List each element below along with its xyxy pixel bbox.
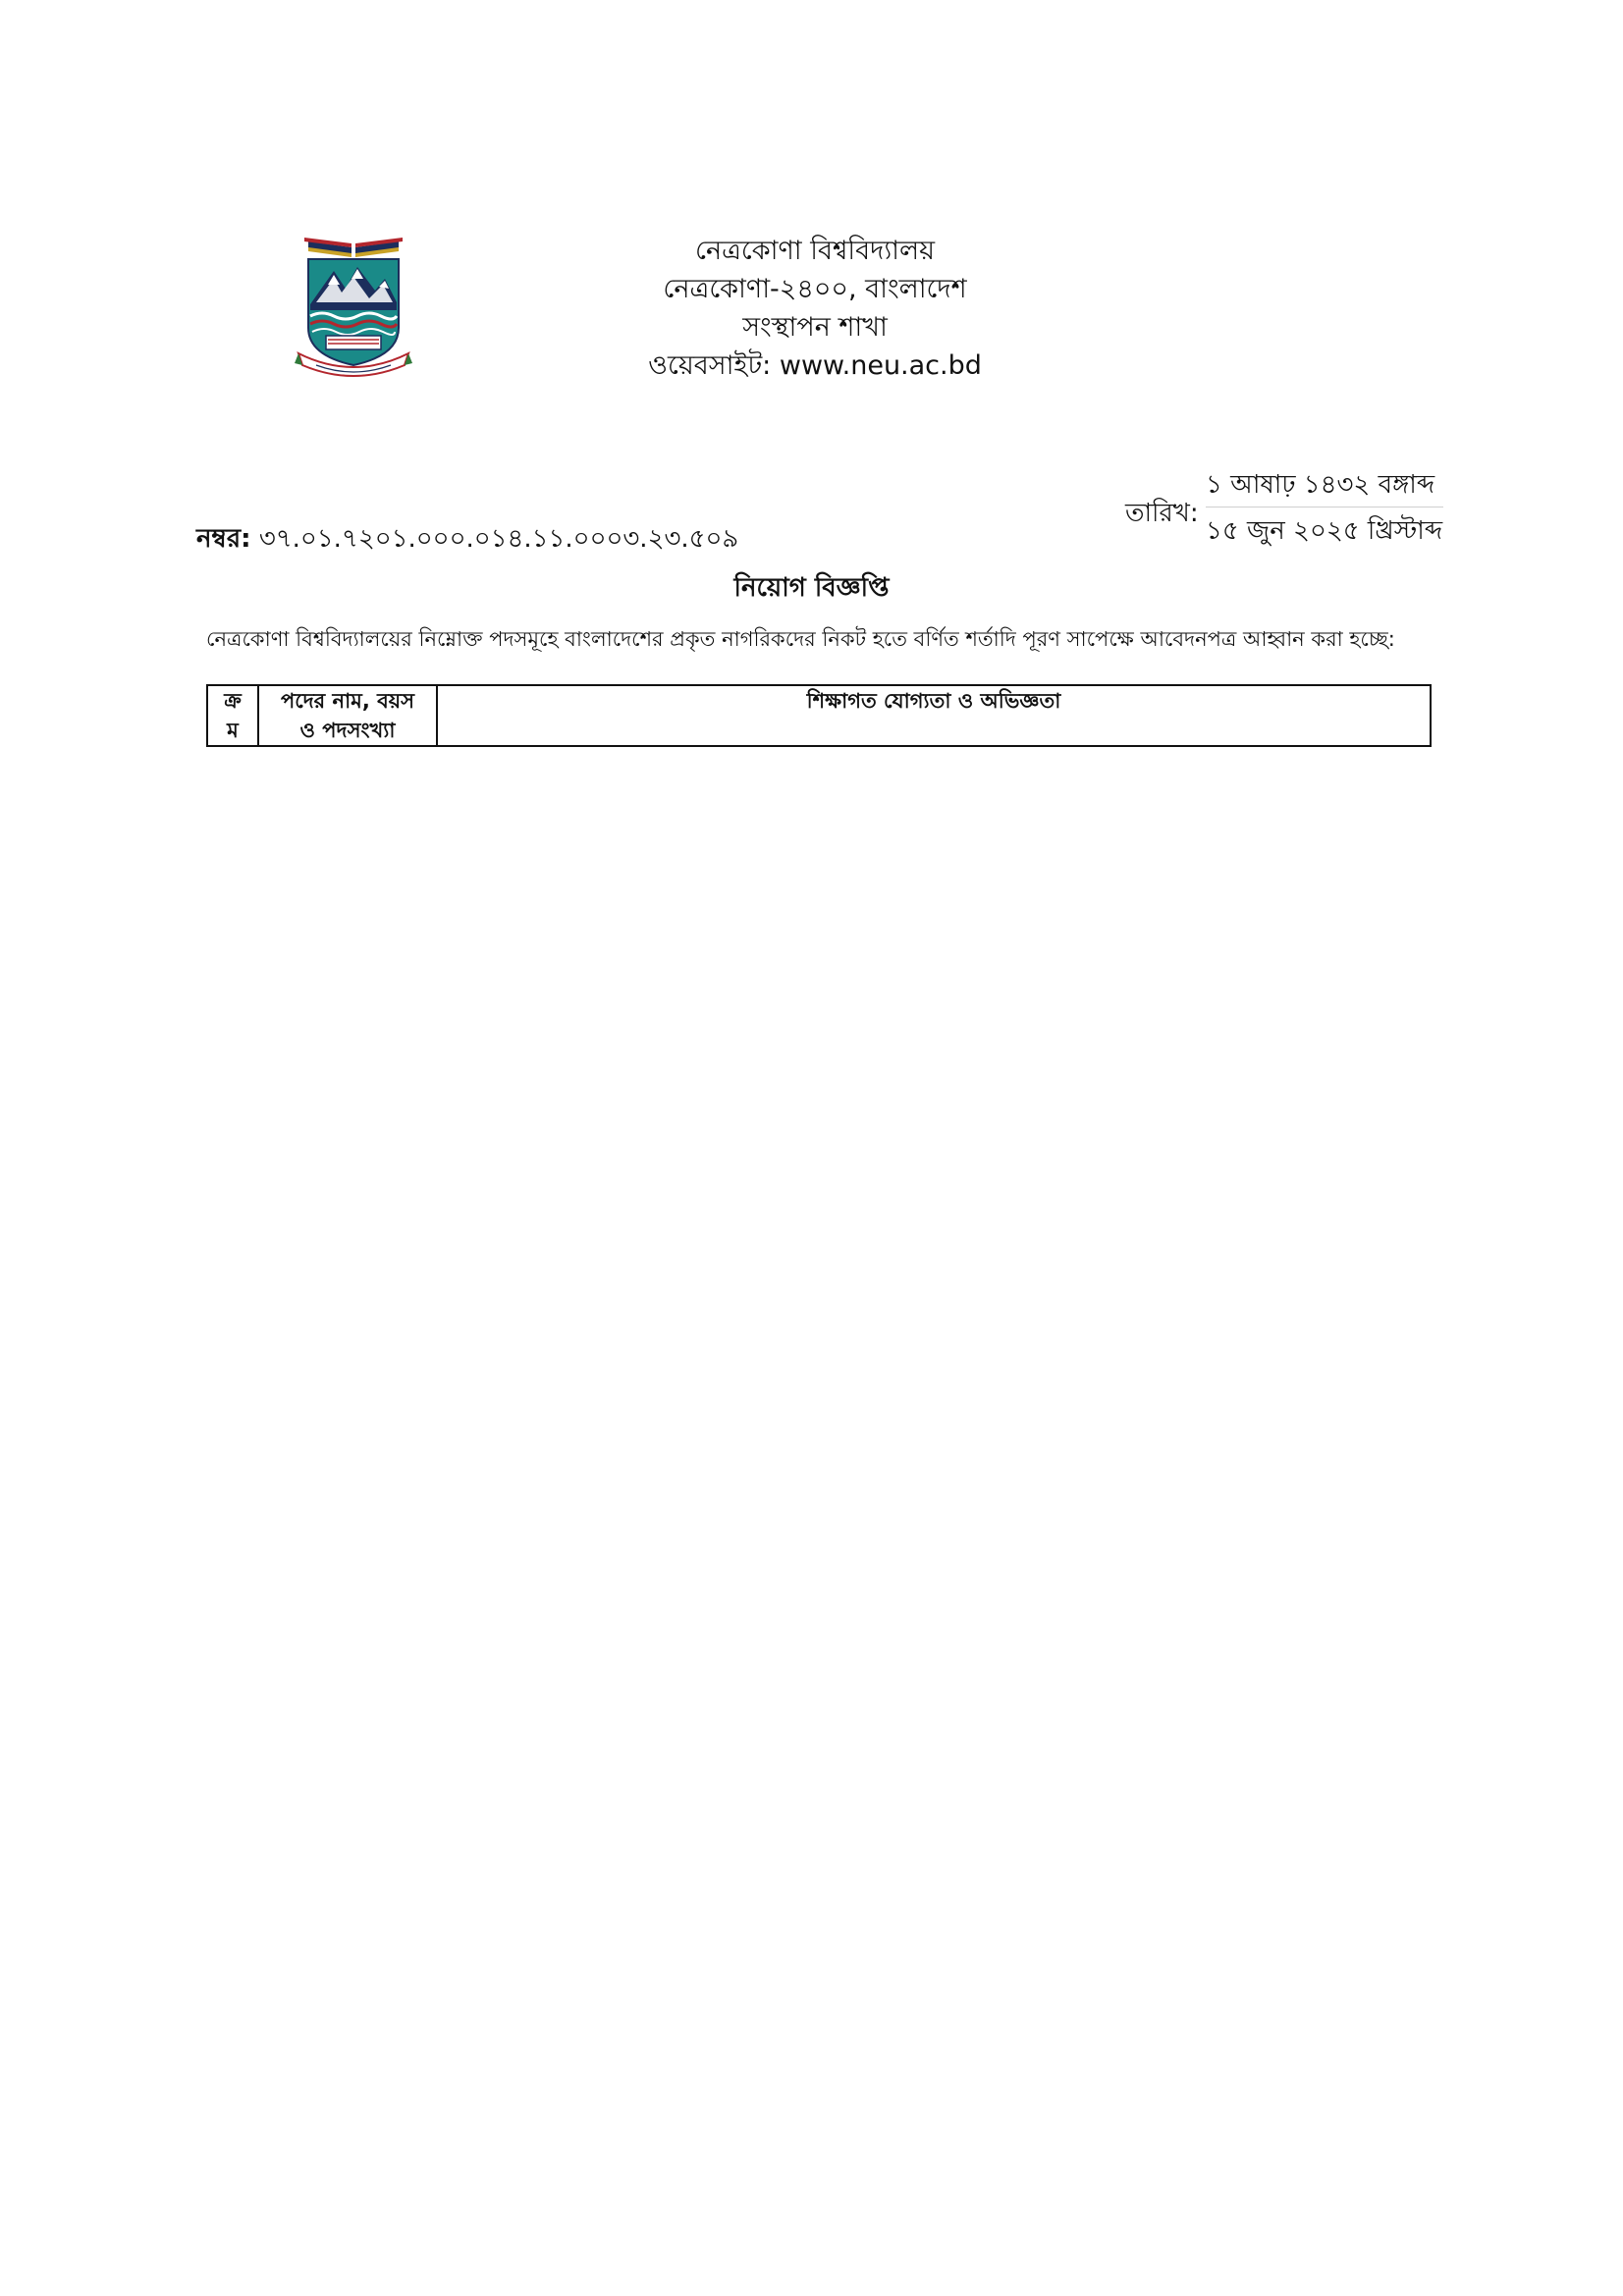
header-post-line1: পদের নাম, বয়স [280, 689, 415, 713]
date-bangla: ১ আষাঢ় ১৪৩২ বঙ্গাব্দ [1206, 470, 1435, 500]
notice-intro: নেত্রকোণা বিশ্ববিদ্যালয়ের নিম্নোক্ত পদসমূহে বাংলাদেশের প্রকৃত নাগরিকদের নিকট হতে বর্ণিত শর্তাদি পূরণ সাপেক্ষে আবেদনপত্র আহ্বান করা হচ্ছে: [206, 627, 1395, 651]
date-english: ১৫ জুন ২০২৫ খ্রিস্টাব্দ [1206, 516, 1443, 546]
notice-title: নিয়োগ বিজ্ঞপ্তি [733, 573, 890, 603]
memo-value: ৩৭.০১.৭২০১.০০০.০১৪.১১.০০০৩.২৩.৫০৯ [258, 524, 739, 554]
requirements-table [206, 684, 1432, 747]
header-serial-line2: ম [227, 719, 239, 742]
memo-number [196, 518, 738, 561]
date-label: তারিখ: [1125, 499, 1199, 528]
header-post-line2: ও পদসংখ্যা [299, 719, 396, 742]
memo-label: নম্বর: [196, 524, 251, 554]
header-serial [207, 685, 258, 746]
university-name: নেত্রকোণা বিশ্ববিদ্যালয় [695, 236, 935, 266]
date-block [1206, 465, 1443, 551]
university-logo-icon [295, 234, 412, 379]
table-header-row [207, 685, 1431, 746]
letterhead [550, 232, 1080, 385]
header-qualification-text: শিক্ষাগত যোগ্যতা ও অভিজ্ঞতা [806, 689, 1061, 713]
header-serial-line1: ক্র [224, 689, 242, 713]
website-line: ওয়েবসাইট: www.neu.ac.bd [648, 350, 982, 381]
university-address: নেত্রকোণা-২৪০০, বাংলাদেশ [663, 274, 967, 304]
header-post [258, 685, 437, 746]
section-name: সংস্থাপন শাখা [742, 312, 888, 343]
header-qualification [437, 685, 1431, 746]
